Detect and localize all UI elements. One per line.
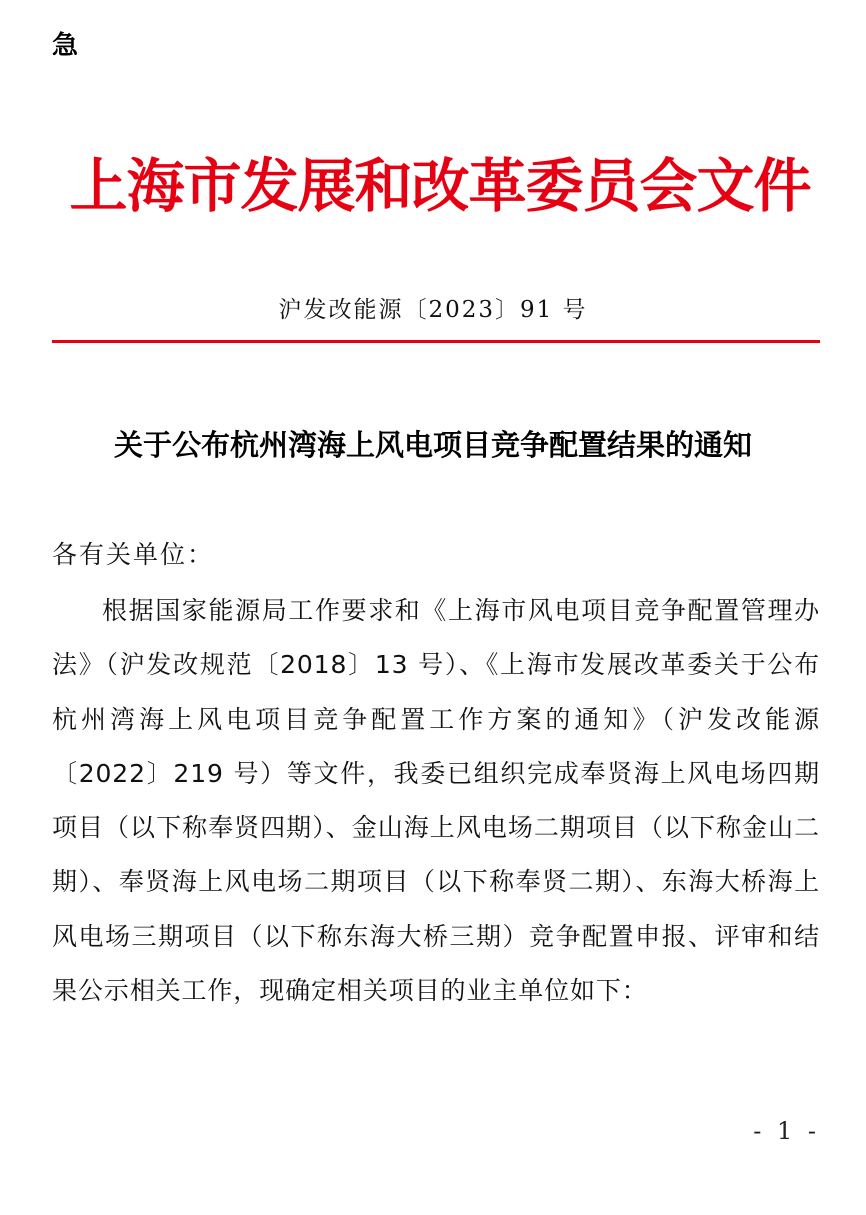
document-title: 关于公布杭州湾海上风电项目竞争配置结果的通知 (113, 428, 752, 462)
urgency-label: 急 (52, 31, 79, 61)
red-divider (52, 340, 820, 343)
salutation: 各有关单位： (52, 540, 215, 569)
body-paragraph: 根据国家能源局工作要求和《上海市风电项目竞争配置管理办法》（沪发改规范〔2018〕13 号）、《上海市发展改革委关于公布杭州湾海上风电项目竞争配置工作方案的通知》（沪发改能源〔2022〕219 号）等文件，我委已组织完成奉贤海上风电场四期项目（以下称奉贤四期）、金山海上风电场二期项目（以下称金山二期）、奉贤海上风电场二期项目（以下称奉贤二期）、东海大桥海上风电场三期项目（以下称东海大桥三期）竞争配置申报、评审和结果公示相关工作，现确定相关项目的业主单位如下： (52, 596, 820, 1006)
page-number: - 1 - (753, 1117, 820, 1145)
document-number: 沪发改能源〔2023〕91 号 (278, 297, 588, 323)
issuer-heading: 上海市发展和改革委员会文件 (69, 152, 811, 220)
